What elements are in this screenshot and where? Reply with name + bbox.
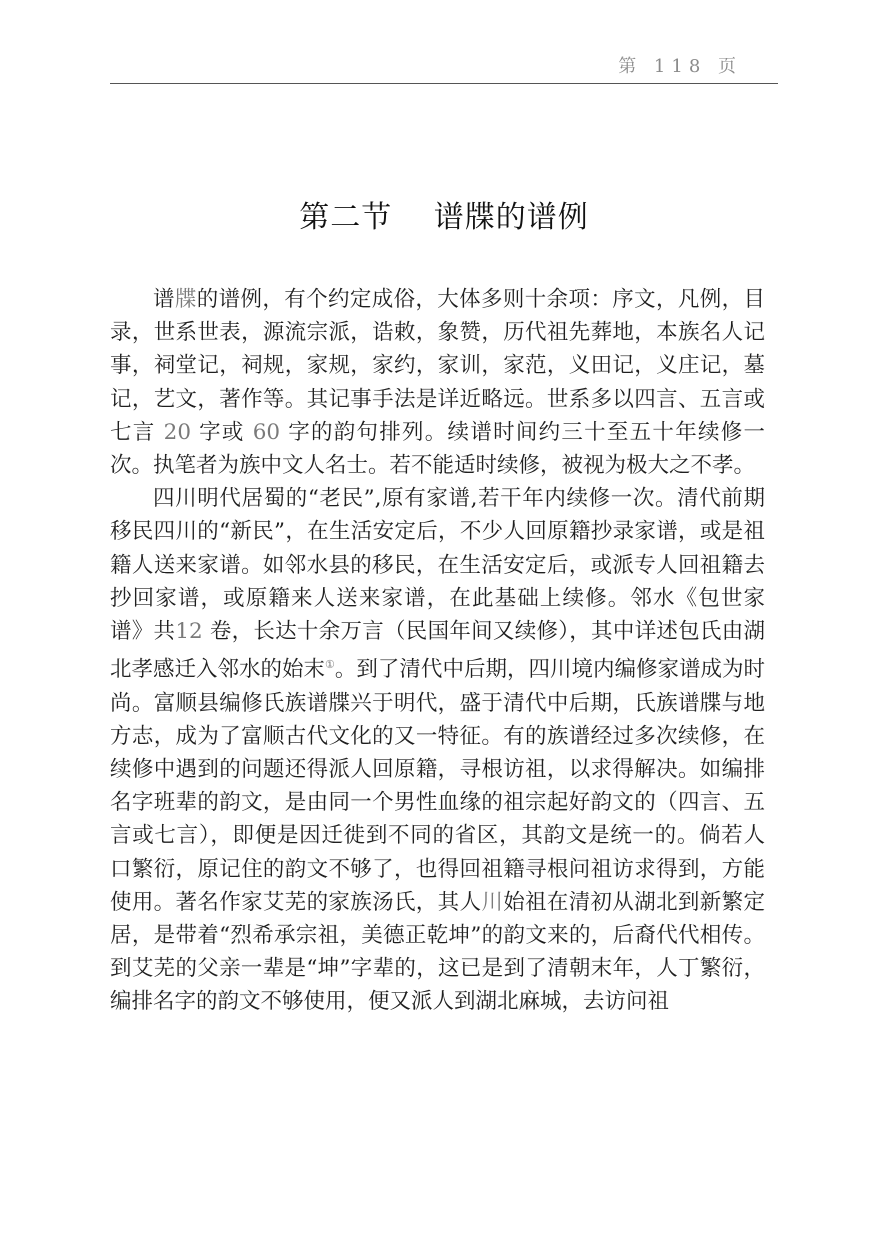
text-run: 四川明代居蜀的“老民”,原有家谱,若干年内续修一次。清代前期移民四川的“新民”，在生活安定后，不少人回原籍抄录家谱，或是祖籍人送来家谱。如邻水县的移民，在生活安定后，或派专人回祖籍去抄回家谱，或原籍来人送来家谱，在此基础上续修。邻水《包世家谱》共: [110, 486, 765, 645]
page-header: [110, 0, 778, 84]
text-run: 字的韵句排列。续谱时间约三十至五十年续修一次。执笔者为族中文人名士。若不能适时续修，被视为极大之不孝。: [110, 419, 765, 479]
paragraph-1: [110, 283, 765, 482]
section-title: 第二节 谱牒的谱例: [299, 200, 589, 235]
text-run: 谱: [153, 287, 175, 312]
page-number: 第 118 页: [618, 56, 742, 77]
text-run: 卷，长达十余万言（民国年间又续修），其中详述包氏由湖北孝感迁入邻水的始末: [110, 619, 765, 683]
highlighted-number: 60: [252, 419, 281, 445]
highlighted-number: 12: [175, 619, 203, 645]
footnote-marker: ①: [325, 658, 335, 672]
highlighted-char: 川: [481, 889, 504, 915]
paragraph-2: [110, 482, 765, 1018]
text-run: 。到了清代中后期，四川境内编修家谱成为时尚。富顺县编修氏族谱牒兴于明代，盛于清代中后期，氏族谱牒与地方志，成为了富顺古代文化的又一特征。有的族谱经过多次续修，在续修中遇到的问题还得派人回原籍，寻根访祖，以求得解决。如编排名字班辈的韵文，是由同一个男性血缘的祖宗起好韵文的（四言、五言或七言），即便是因迁徙到不同的省区，其韵文是统一的。倘若人口繁衍，原记住的韵文不够了，也得回祖籍寻根问祖访求得到，方能使用。著名作家艾芜的家族汤氏，其人: [110, 657, 765, 915]
text-run: 始祖在清初从湖北到新繁定居，是带着“烈希承宗祖，美德正乾坤”的韵文来的，后裔代代相传。到艾芜的父亲一辈是“坤”字辈的，这已是到了清朝末年，人丁繁衍，编排名字的韵文不够使用，便又派人到湖北麻城，去访问祖: [110, 889, 765, 1015]
body-text: [110, 283, 765, 1019]
text-run: 的谱例，有个约定成俗，大体多则十余项：序文，凡例，目录，世系世表，源流宗派，诰敕，象赞，历代祖先葬地，本族名人记事，祠堂记，祠规，家规，家约，家训，家范，义田记，义庄记，墓记，艺文，著作等。其记事手法是详近略远。世系多以四言、五言或七言: [110, 287, 765, 445]
text-run: 字或: [191, 419, 253, 445]
highlighted-char: 牒: [174, 287, 197, 312]
highlighted-number: 20: [163, 419, 191, 445]
